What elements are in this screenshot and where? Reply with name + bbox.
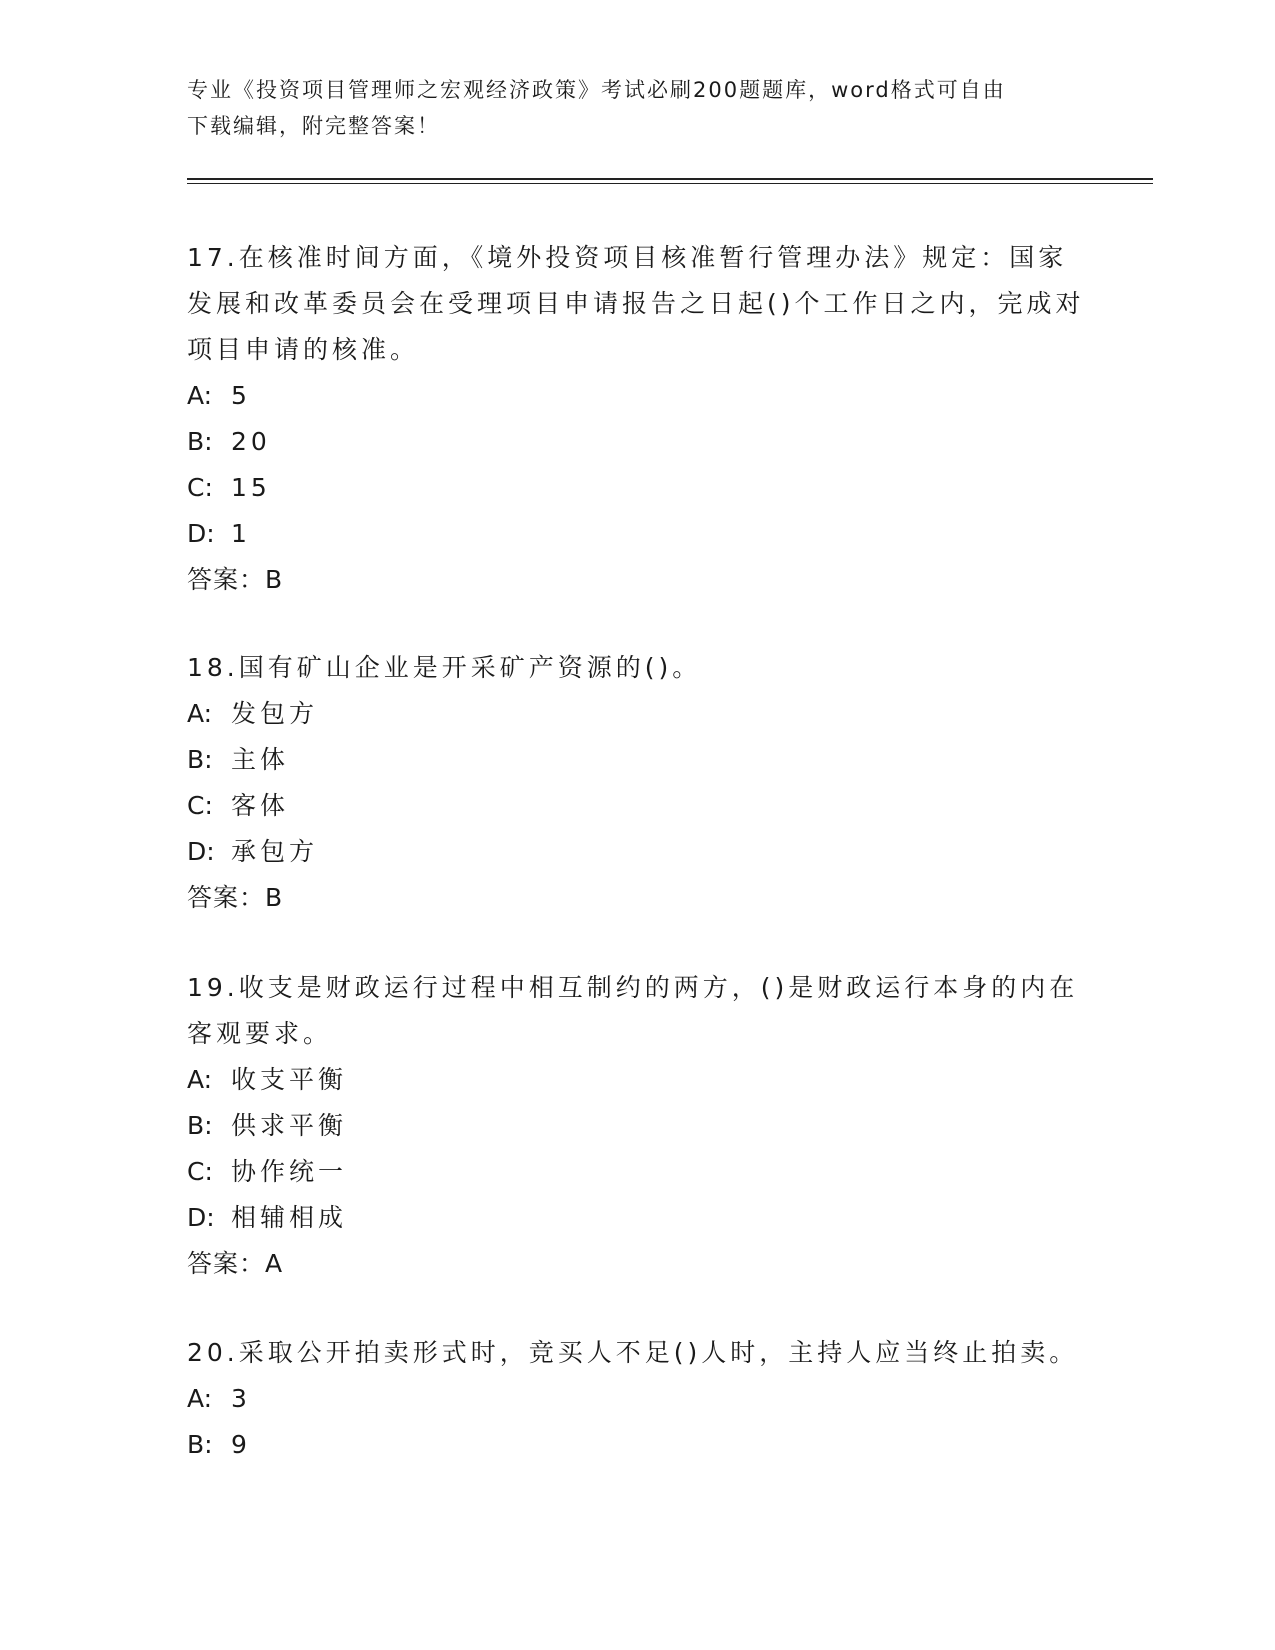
header-divider-thick [187, 178, 1153, 180]
question-stem: 17.在核准时间方面，《境外投资项目核准暂行管理办法》规定：国家发展和改革委员会在受理项目申请报告之日起()个工作日之内，完成对项目申请的核准。 [187, 243, 1085, 364]
option-a [187, 1057, 1087, 1103]
option-letter: C: [187, 473, 213, 502]
option-text: 15 [231, 473, 271, 502]
option-d [187, 511, 1087, 557]
answer-line: 答案：B [187, 883, 284, 912]
option-letter: D: [187, 1203, 215, 1232]
option-a [187, 1376, 1087, 1422]
option-c [187, 783, 1087, 829]
option-text: 协作统一 [231, 1157, 348, 1186]
option-c [187, 465, 1087, 511]
header-line-2: 下载编辑，附完整答案！ [187, 114, 440, 138]
option-a [187, 691, 1087, 737]
option-letter: A: [187, 1065, 213, 1094]
answer-line: 答案：B [187, 565, 284, 594]
option-letter: C: [187, 791, 213, 820]
option-text: 相辅相成 [231, 1203, 348, 1232]
header-line-1: 专业《投资项目管理师之宏观经济政策》考试必刷200题题库，word格式可自由 [187, 78, 1006, 102]
question-block [187, 1330, 1087, 1468]
option-text: 供求平衡 [231, 1111, 348, 1140]
option-text: 1 [231, 519, 251, 548]
option-letter: D: [187, 837, 215, 866]
option-c [187, 1149, 1087, 1195]
header-divider-thin [187, 183, 1153, 184]
option-b [187, 1422, 1087, 1468]
option-text: 20 [231, 427, 271, 456]
question-stem: 19.收支是财政运行过程中相互制约的两方，()是财政运行本身的内在客观要求。 [187, 973, 1079, 1048]
option-letter: D: [187, 519, 215, 548]
option-letter: A: [187, 381, 213, 410]
option-d [187, 1195, 1087, 1241]
option-text: 主体 [231, 745, 290, 774]
option-b [187, 1103, 1087, 1149]
option-b [187, 737, 1087, 783]
option-a [187, 373, 1087, 419]
option-letter: B: [187, 1430, 213, 1459]
document-header [187, 72, 1087, 144]
option-letter: B: [187, 1111, 213, 1140]
option-letter: B: [187, 745, 213, 774]
option-text: 发包方 [231, 699, 319, 728]
option-letter: C: [187, 1157, 213, 1186]
question-block [187, 645, 1087, 921]
option-letter: A: [187, 699, 213, 728]
option-text: 承包方 [231, 837, 319, 866]
question-stem: 20.采取公开拍卖形式时，竞买人不足()人时，主持人应当终止拍卖。 [187, 1338, 1079, 1367]
option-text: 收支平衡 [231, 1065, 348, 1094]
option-text: 5 [231, 381, 251, 410]
question-block [187, 235, 1087, 603]
option-text: 9 [231, 1430, 251, 1459]
question-block [187, 965, 1087, 1287]
option-text: 客体 [231, 791, 290, 820]
option-d [187, 829, 1087, 875]
question-stem: 18.国有矿山企业是开采矿产资源的()。 [187, 653, 702, 682]
option-text: 3 [231, 1384, 251, 1413]
option-letter: B: [187, 427, 213, 456]
option-letter: A: [187, 1384, 213, 1413]
option-b [187, 419, 1087, 465]
answer-line: 答案：A [187, 1249, 284, 1278]
